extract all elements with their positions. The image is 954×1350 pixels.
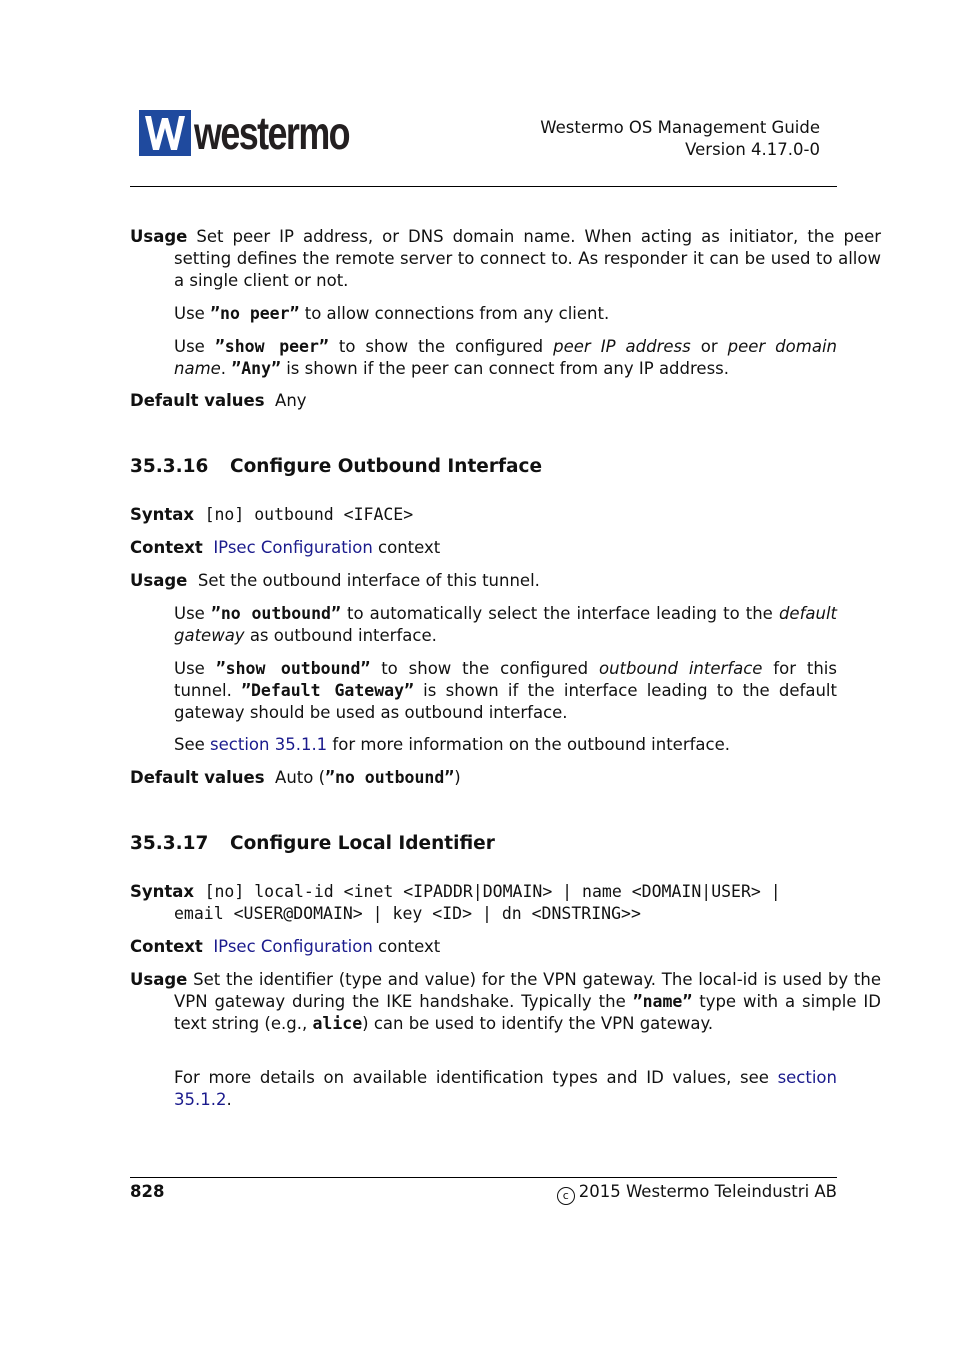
s17-syntax-continuation <box>174 903 837 925</box>
code-alice: alice <box>312 1014 363 1033</box>
s16-no-outbound-paragraph: Use ”no outbound” to automatically select the interface leading to the default gateway as outbound interface. <box>174 604 837 645</box>
guide-version: Version 4.17.0-0 <box>685 140 820 159</box>
section-heading-35-3-16: 35.3.16 Configure Outbound Interface <box>130 456 543 477</box>
code-name: ”name” <box>632 992 693 1011</box>
s16-default-values: Default values Auto (”no outbound”) <box>130 768 461 787</box>
westermo-w-icon <box>139 110 191 156</box>
s17-context: Context IPsec Configuration context <box>130 937 441 956</box>
header-rule <box>130 186 837 187</box>
peer-default-values: Default values Any <box>130 391 307 410</box>
code-show-peer: ”show peer” <box>214 337 329 356</box>
usage-text: Set peer IP address, or DNS domain name. When acting as initiator, the peer setting defines the remote server to connect to. As responder it can be used to allow a single client or not. <box>174 227 881 290</box>
copyright-icon: c <box>557 1187 575 1205</box>
westermo-logo <box>139 107 393 159</box>
s16-usage: Usage Set the outbound interface of this tunnel. <box>130 571 540 590</box>
ipsec-configuration-link[interactable]: IPsec Configuration <box>213 937 373 956</box>
peer-show-peer-paragraph: Use ”show peer” to show the configured peer IP address or peer domain name. ”Any” is shown if the peer can connect from any IP address. <box>174 337 837 378</box>
copyright-notice <box>557 1182 837 1205</box>
s17-more-details-paragraph: For more details on available identification types and ID values, see section 35.1.2. <box>174 1068 837 1109</box>
s17-syntax: Syntax [no] local-id <inet <IPADDR|DOMAIN> | name <DOMAIN|USER> | <box>130 882 781 901</box>
section-heading-35-3-17: 35.3.17 Configure Local Identifier <box>130 833 495 854</box>
logo-wordmark: westermo <box>194 107 350 159</box>
footer-rule <box>130 1177 837 1178</box>
peer-no-peer-paragraph: Use ”no peer” to allow connections from any client. <box>174 304 610 323</box>
section-35-1-1-link[interactable]: section 35.1.1 <box>210 735 328 754</box>
code-no-peer: ”no peer” <box>210 304 300 323</box>
syntax-code: [no] outbound <IFACE> <box>204 505 414 524</box>
ipsec-configuration-link[interactable]: IPsec Configuration <box>213 538 373 557</box>
syntax-code-line2: email <USER@DOMAIN> | key <ID> | dn <DNSTRING>> <box>174 904 641 923</box>
section-35-1-2-link[interactable]: section 35.1.2 <box>174 1068 837 1109</box>
code-no-outbound-default: ”no outbound” <box>325 768 455 787</box>
usage-label: Usage <box>130 227 188 246</box>
copyright-text: 2015 Westermo Teleindustri AB <box>578 1182 837 1201</box>
page-number: 828 <box>130 1182 165 1201</box>
code-no-outbound: ”no outbound” <box>210 604 341 623</box>
s16-context: Context IPsec Configuration context <box>130 538 441 557</box>
guide-title: Westermo OS Management Guide <box>540 118 820 137</box>
syntax-code-line1: [no] local-id <inet <IPADDR|DOMAIN> | name <DOMAIN|USER> | <box>204 882 781 901</box>
code-show-outbound: ”show outbound” <box>215 659 371 678</box>
s16-see-section-paragraph: See section 35.1.1 for more information on the outbound interface. <box>174 735 731 754</box>
document-header <box>540 117 820 161</box>
s17-usage: Usage Set the identifier (type and value) for the VPN gateway. The local-id is used by the VPN gateway during the IKE handshake. Typically the ”name” type with a simple ID text string (e.g., alice) can be used to identify the VPN gateway. <box>130 970 881 1033</box>
code-any: ”Any” <box>231 359 281 378</box>
s16-show-outbound-paragraph: Use ”show outbound” to show the configured outbound interface for this tunnel. ”Default Gateway” is shown if the interface leading to the default gateway should be used as outbound interface. <box>174 659 837 722</box>
peer-usage <box>130 226 881 292</box>
s16-syntax: Syntax [no] outbound <IFACE> <box>130 505 414 524</box>
code-default-gateway: ”Default Gateway” <box>241 681 414 700</box>
